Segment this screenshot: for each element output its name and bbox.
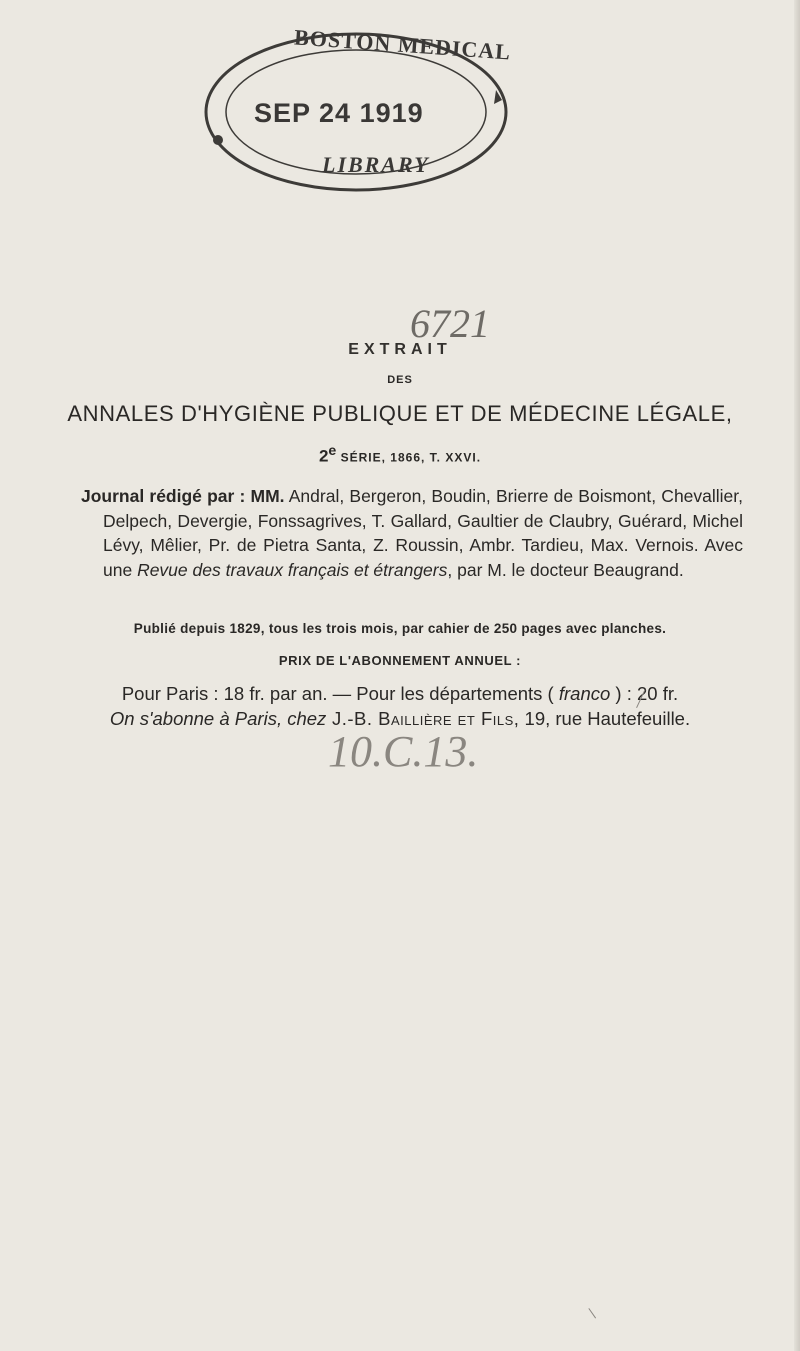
editors-names: Andral, Bergeron, Boudin, Brierre de Boismont, Chevallier, Delpech, Devergie, Fonssagrives, T. Gallard, Gaultier de Claubry, Guérard, Michel Lévy, Mêlier, Pr. de Pietra Santa, Z. Roussin, Ambr. Tardieu, Max. Vernois. Avec une xyxy=(103,486,744,580)
stamp-date: SEP 24 1919 xyxy=(254,98,424,128)
price-heading: PRIX DE L'ABONNEMENT ANNUEL : xyxy=(278,653,522,668)
series-superscript: e xyxy=(328,443,337,459)
publisher-name: J.-B. Baillière et Fils, xyxy=(326,708,520,729)
series-rest: SÉRIE, 1866, T. XXVI. xyxy=(336,450,482,465)
price-line xyxy=(0,683,800,705)
page-edge xyxy=(794,0,800,1351)
price-departements: ) : 20 fr. xyxy=(615,683,679,704)
handwritten-shelfmark-text: 10.C.13. xyxy=(328,727,479,776)
series-line xyxy=(0,443,800,467)
price-franco: franco xyxy=(558,683,611,704)
stamp-top-text: BOSTON MEDICAL xyxy=(293,24,512,65)
library-stamp xyxy=(196,20,526,200)
pencil-tick xyxy=(588,1304,602,1319)
revue-title: Revue des travaux français et étrangers xyxy=(137,559,448,580)
stamp-bottom-text: LIBRARY xyxy=(322,152,430,177)
des-label: DES xyxy=(387,374,413,386)
series-number: 2 xyxy=(318,446,329,466)
handwritten-accession-number xyxy=(408,295,498,345)
handwritten-number-text: 6721 xyxy=(410,301,490,345)
handwritten-shelfmark xyxy=(318,718,518,778)
editors-lead: Journal rédigé par : MM. xyxy=(81,486,285,506)
price-paris: Pour Paris : 18 fr. par an. — Pour les départements ( xyxy=(121,683,554,704)
extrait-label: EXTRAIT xyxy=(348,341,452,358)
editors-tail: , par M. le docteur Beaugrand. xyxy=(447,559,684,580)
published-line: Publié depuis 1829, tous les trois mois, par cahier de 250 pages avec planches. xyxy=(133,621,667,636)
subscription-lead: On s'abonne à Paris, chez xyxy=(109,708,327,729)
journal-title: ANNALES D'HYGIÈNE PUBLIQUE ET DE MÉDECINE LÉGALE, xyxy=(67,401,733,426)
editors-paragraph xyxy=(81,484,743,582)
publisher-address: 19, rue Hautefeuille. xyxy=(519,708,691,729)
